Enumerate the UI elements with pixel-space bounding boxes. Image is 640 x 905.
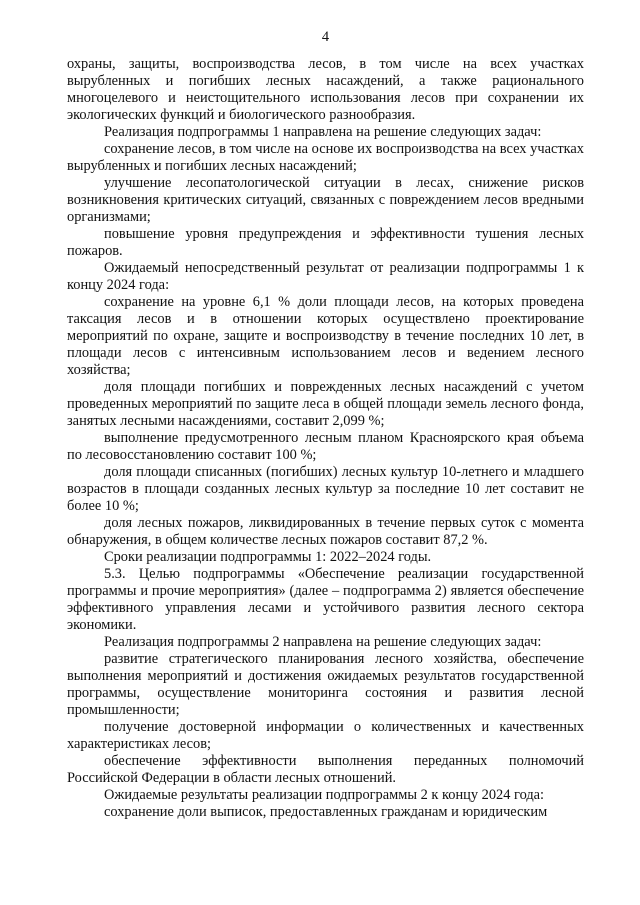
paragraph: доля лесных пожаров, ликвидированных в течение первых суток с момента обнаружения, в общем количестве лесных пожаров составит 87,2 %. bbox=[67, 515, 584, 548]
paragraph: развитие стратегического планирования лесного хозяйства, обеспечение выполнения мероприятий и достижения ожидаемых результатов государственной программы, осуществление мониторинга состояния и развития лесной промышленности; bbox=[67, 651, 584, 718]
page-number: 4 bbox=[321, 29, 330, 45]
paragraph: выполнение предусмотренного лесным планом Красноярского края объема по лесовосстановлению составит 100 %; bbox=[67, 430, 584, 463]
paragraph: Ожидаемый непосредственный результат от реализации подпрограммы 1 к концу 2024 года: bbox=[67, 260, 584, 293]
paragraph: 5.3. Целью подпрограммы «Обеспечение реализации государственной программы и прочие мероприятия» (далее – подпрограмма 2) является обеспечение эффективного управления лесами и устойчивого развития лесного сектора экономики. bbox=[67, 566, 584, 633]
paragraph: охраны, защиты, воспроизводства лесов, в том числе на всех участках вырубленных и погибших лесных насаждений, а также рационального многоцелевого и неистощительного использования лесов при сохранении их экологических функций и биологического разнообразия. bbox=[67, 56, 584, 123]
paragraph: обеспечение эффективности выполнения переданных полномочий Российской Федерации в области лесных отношений. bbox=[67, 753, 584, 786]
paragraph: получение достоверной информации о количественных и качественных характеристиках лесов; bbox=[67, 719, 584, 752]
paragraph: улучшение лесопатологической ситуации в лесах, снижение рисков возникновения критических ситуаций, связанных с повреждением лесов вредными организмами; bbox=[67, 175, 584, 225]
paragraph: доля площади списанных (погибших) лесных культур 10-летнего и младшего возрастов в площади созданных лесных культур за последние 10 лет составит не более 10 %; bbox=[67, 464, 584, 514]
paragraph: повышение уровня предупреждения и эффективности тушения лесных пожаров. bbox=[67, 226, 584, 259]
document-body bbox=[67, 56, 584, 821]
paragraph: сохранение лесов, в том числе на основе их воспроизводства на всех участках вырубленных и погибших лесных насаждений; bbox=[67, 141, 584, 174]
paragraph: Реализация подпрограммы 2 направлена на решение следующих задач: bbox=[104, 634, 542, 650]
paragraph: сохранение доли выписок, предоставленных гражданам и юридическим bbox=[104, 804, 548, 820]
paragraph: Реализация подпрограммы 1 направлена на решение следующих задач: bbox=[104, 124, 542, 140]
paragraph: Ожидаемые результаты реализации подпрограммы 2 к концу 2024 года: bbox=[104, 787, 545, 803]
paragraph: доля площади погибших и поврежденных лесных насаждений с учетом проведенных мероприятий по защите леса в общей площади земель лесного фонда, занятых лесными насаждениями, составит 2,099 %; bbox=[67, 379, 584, 429]
paragraph: Сроки реализации подпрограммы 1: 2022–2024 годы. bbox=[104, 549, 432, 565]
paragraph: сохранение на уровне 6,1 % доли площади лесов, на которых проведена таксация лесов и в отношении которых осуществлено проектирование мероприятий по охране, защите и воспроизводству в течение последних 10 лет, в площади лесов с интенсивным использованием лесов и ведением лесного хозяйства; bbox=[67, 294, 584, 378]
